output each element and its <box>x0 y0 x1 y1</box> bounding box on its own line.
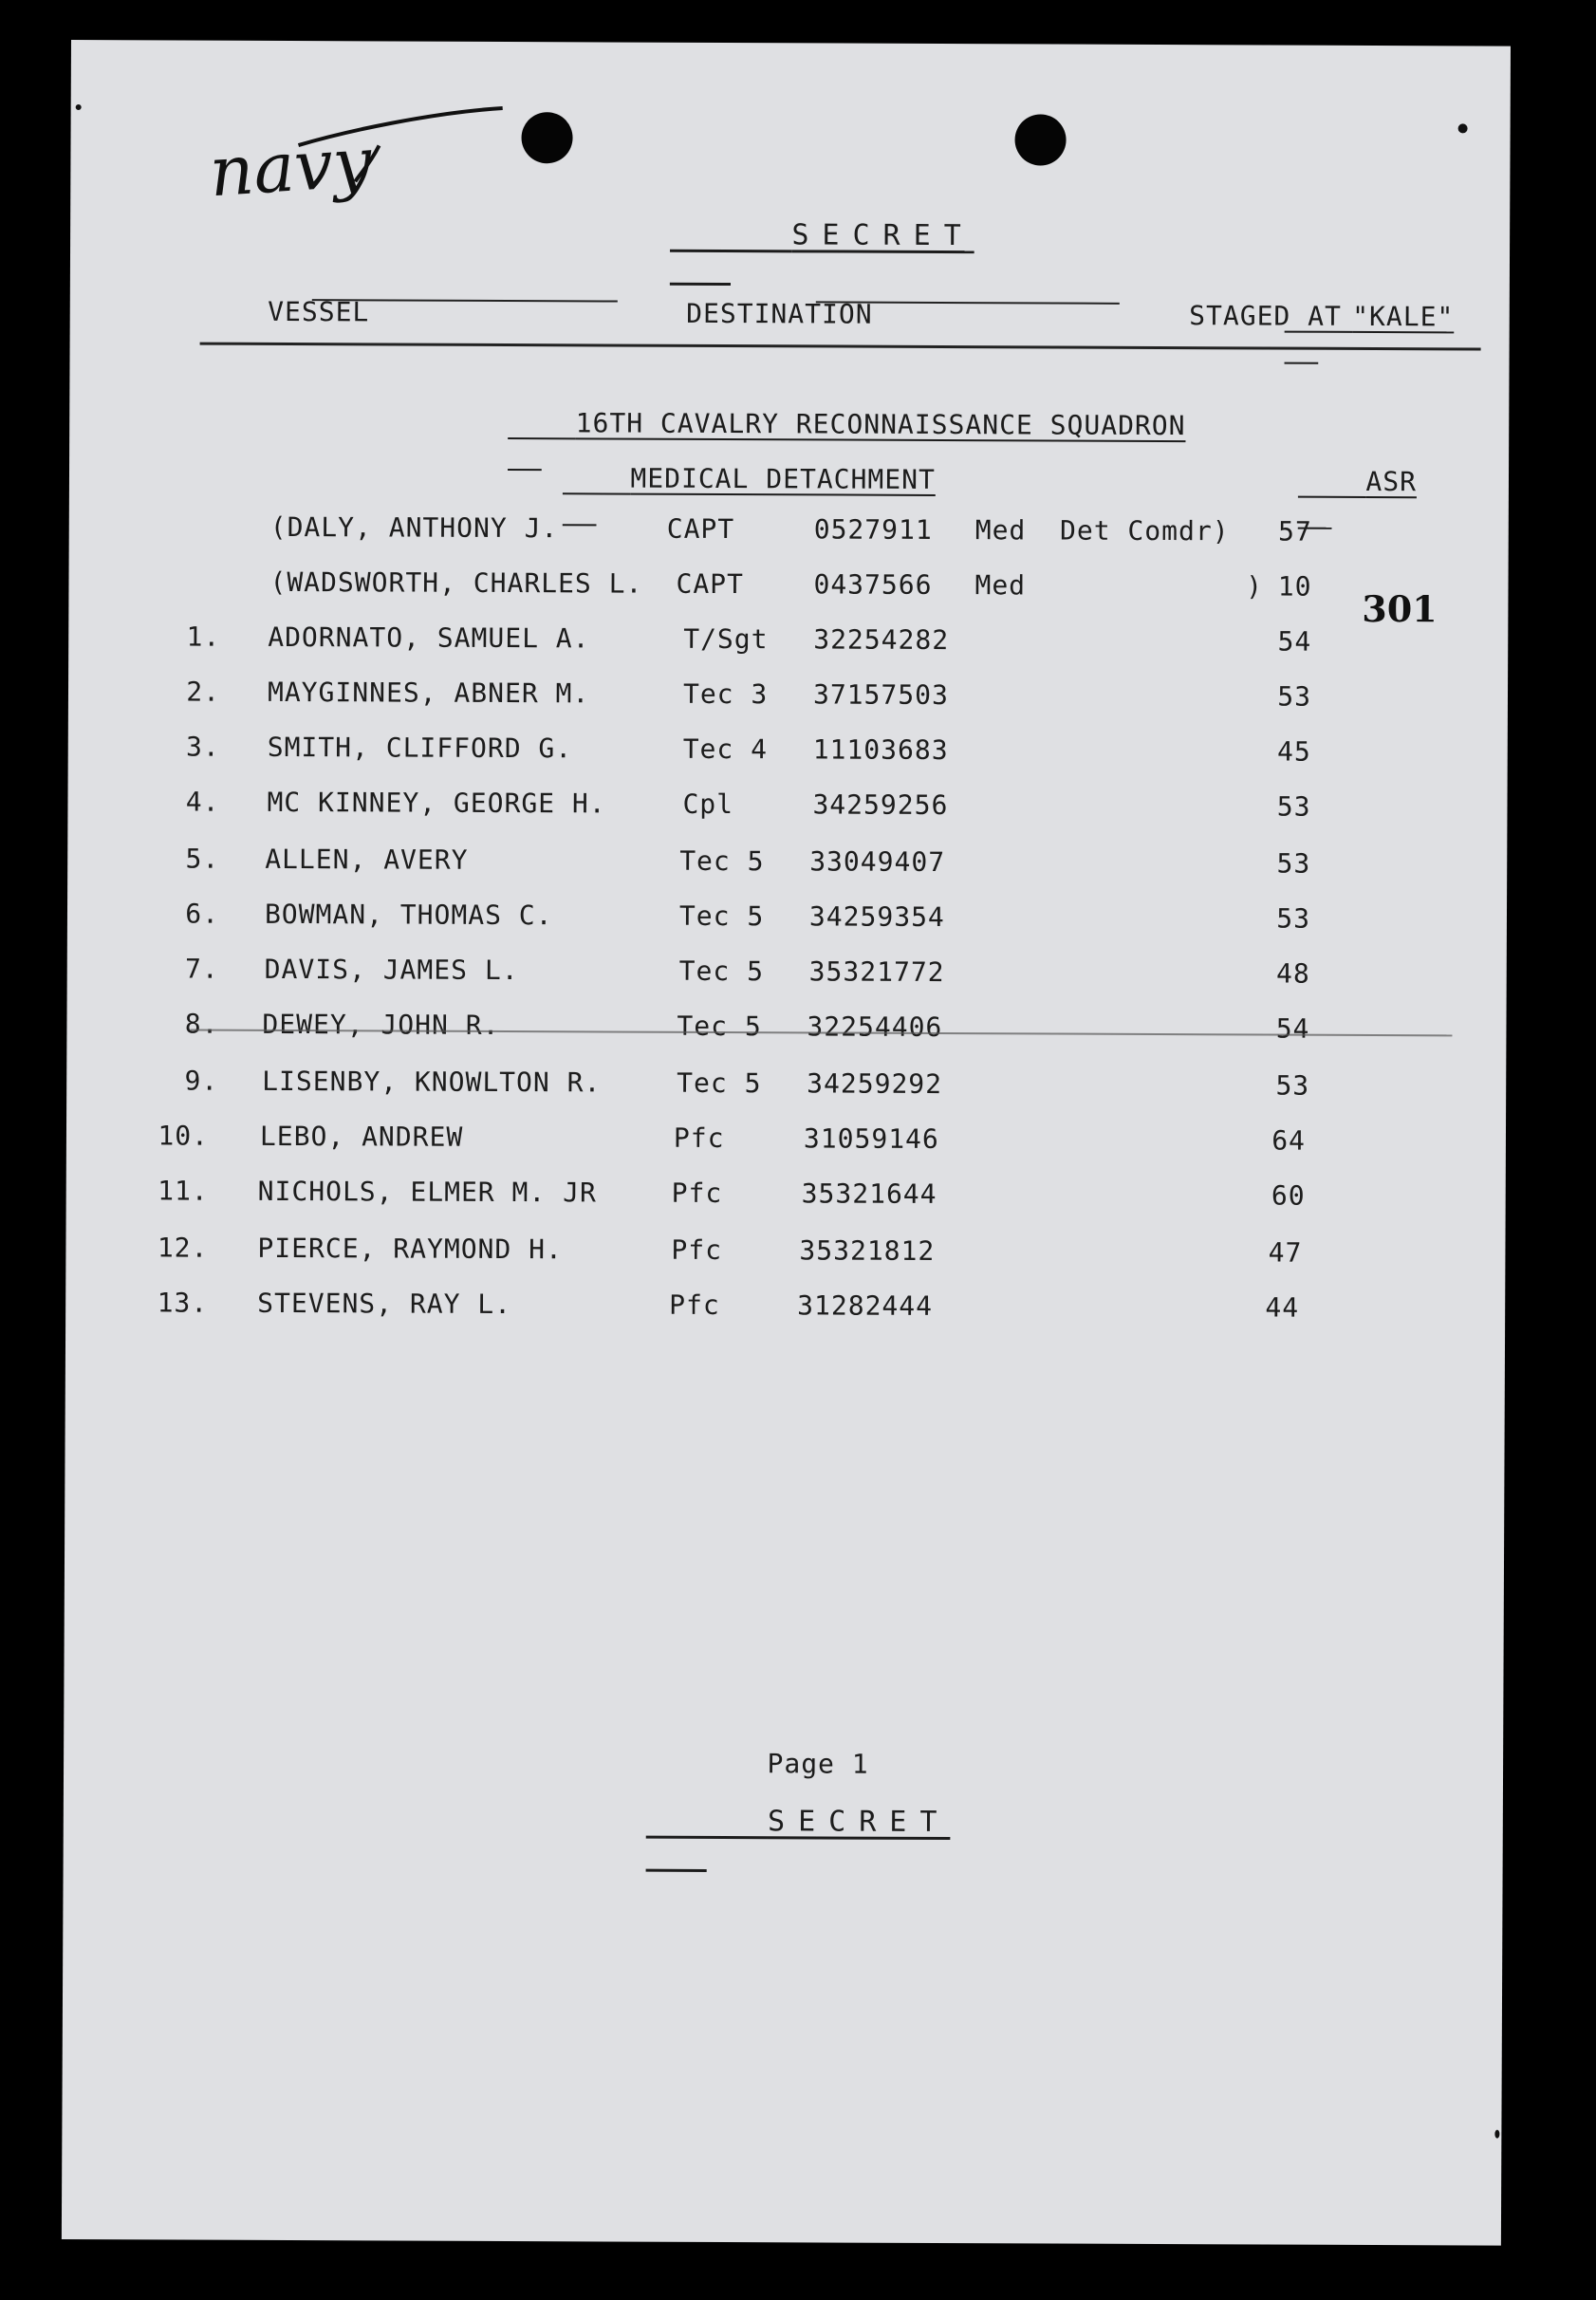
scan-speck <box>76 104 82 110</box>
roster-serial: 33049407 <box>809 845 946 879</box>
roster-rank: Tec 3 <box>682 677 769 711</box>
handwriting-stroke <box>288 79 507 184</box>
roster-number: 13. <box>157 1287 209 1319</box>
roster-number: 3. <box>185 731 220 763</box>
page-number: Page 1 <box>767 1748 869 1780</box>
roster-rank: Tec 5 <box>677 1010 762 1043</box>
roster-name: BOWMAN, THOMAS C. <box>264 898 553 932</box>
staged-label: STAGED AT <box>1189 300 1342 332</box>
detachment-title: MEDICAL DETACHMENT <box>630 462 936 495</box>
roster-number: 8. <box>184 1008 219 1040</box>
document-page <box>62 40 1511 2246</box>
officer-asr: 57 <box>1277 515 1312 547</box>
classification-bottom: SECRET <box>767 1805 951 1840</box>
roster-asr: 44 <box>1265 1291 1300 1324</box>
roster-serial: 35321772 <box>808 955 945 989</box>
roster-serial: 32254406 <box>807 1011 943 1044</box>
roster-asr: 53 <box>1276 790 1311 823</box>
roster-name: LEBO, ANDREW <box>259 1120 464 1153</box>
roster-serial: 34259354 <box>808 900 945 934</box>
roster-asr: 64 <box>1271 1124 1307 1157</box>
destination-label: DESTINATION <box>686 297 873 330</box>
roster-serial: 35321812 <box>799 1234 936 1267</box>
roster-serial: 32254282 <box>813 623 950 657</box>
roster-name: LISENBY, KNOWLTON R. <box>262 1065 602 1099</box>
roster-rank: Pfc <box>669 1289 720 1321</box>
roster-serial: 31282444 <box>797 1289 934 1322</box>
roster-name: MAYGINNES, ABNER M. <box>267 676 590 710</box>
roster-serial: 34259292 <box>807 1067 943 1101</box>
roster-name: DEWEY, JOHN R. <box>262 1008 500 1041</box>
roster-rank: Pfc <box>673 1122 725 1155</box>
roster-rank: Pfc <box>671 1233 723 1267</box>
punch-hole-left <box>521 112 572 163</box>
roster-number: 9. <box>184 1065 219 1097</box>
roster-number: 6. <box>185 898 220 930</box>
roster-asr: 54 <box>1277 625 1312 658</box>
roster-asr: 48 <box>1275 957 1310 990</box>
handwritten-note: navy <box>207 121 375 213</box>
officer-rank: CAPT <box>676 567 745 601</box>
officer-serial: 0527911 <box>813 513 933 546</box>
officer-rank: CAPT <box>666 512 735 546</box>
roster-serial: 31059146 <box>803 1122 939 1156</box>
roster-serial: 37157503 <box>812 678 949 712</box>
roster-number: 2. <box>186 676 221 708</box>
stamped-number: 301 <box>1362 586 1438 631</box>
roster-number: 10. <box>158 1120 210 1152</box>
roster-asr: 53 <box>1275 1069 1310 1102</box>
roster-rank: T/Sgt <box>683 622 769 656</box>
roster-asr: 47 <box>1268 1236 1303 1269</box>
roster-name: DAVIS, JAMES L. <box>264 953 519 987</box>
roster-name: ALLEN, AVERY <box>265 843 469 876</box>
officer-serial: 0437566 <box>813 568 933 601</box>
roster-name: MC KINNEY, GEORGE H. <box>267 786 606 820</box>
officer-name: (DALY, ANTHONY J. <box>269 510 559 545</box>
roster-rank: Cpl <box>682 788 734 821</box>
punch-hole-right <box>1014 114 1066 165</box>
roster-asr: 45 <box>1276 735 1311 768</box>
roster-number: 1. <box>186 621 221 653</box>
roster-rank: Pfc <box>671 1177 723 1210</box>
roster-asr: 54 <box>1275 1012 1310 1045</box>
roster-number: 7. <box>184 953 219 985</box>
officer-name: (WADSWORTH, CHARLES L. <box>269 566 643 600</box>
roster-number: 12. <box>157 1232 209 1264</box>
roster-name: NICHOLS, ELMER M. JR <box>257 1175 597 1209</box>
roster-rank: Tec 5 <box>677 1067 762 1100</box>
asr-header: ASR <box>1365 465 1418 498</box>
roster-name: ADORNATO, SAMUEL A. <box>268 621 590 655</box>
scan-speck <box>1458 123 1468 133</box>
roster-serial: 34259256 <box>812 788 949 822</box>
staged-value: "KALE" <box>1352 300 1455 333</box>
officer-asr: 10 <box>1277 570 1312 603</box>
roster-serial: 35321644 <box>801 1178 937 1210</box>
roster-rank: Tec 5 <box>678 955 765 988</box>
roster-number: 11. <box>158 1175 209 1207</box>
roster-number: 4. <box>185 786 220 818</box>
roster-number: 5. <box>185 843 220 875</box>
roster-asr: 53 <box>1276 902 1311 935</box>
roster-rank: Tec 5 <box>678 900 765 933</box>
roster-rank: Tec 5 <box>679 844 765 878</box>
roster-rank: Tec 4 <box>682 733 769 766</box>
roster-asr: 60 <box>1271 1179 1306 1212</box>
classification-top: SECRET <box>791 218 974 253</box>
officer-remark: Med ) <box>974 569 1264 603</box>
roster-name: STEVENS, RAY L. <box>257 1287 512 1321</box>
unit-title: 16TH CAVALRY RECONNAISSANCE SQUADRON <box>575 407 1186 442</box>
roster-asr: 53 <box>1276 847 1311 880</box>
roster-name: SMITH, CLIFFORD G. <box>267 731 573 765</box>
officer-remark: Med Det Comdr) <box>974 514 1230 547</box>
roster-serial: 11103683 <box>812 733 949 767</box>
vessel-label: VESSEL <box>268 295 370 328</box>
roster-name: PIERCE, RAYMOND H. <box>257 1232 563 1266</box>
roster-asr: 53 <box>1277 680 1312 713</box>
scan-speck <box>1494 2130 1499 2139</box>
